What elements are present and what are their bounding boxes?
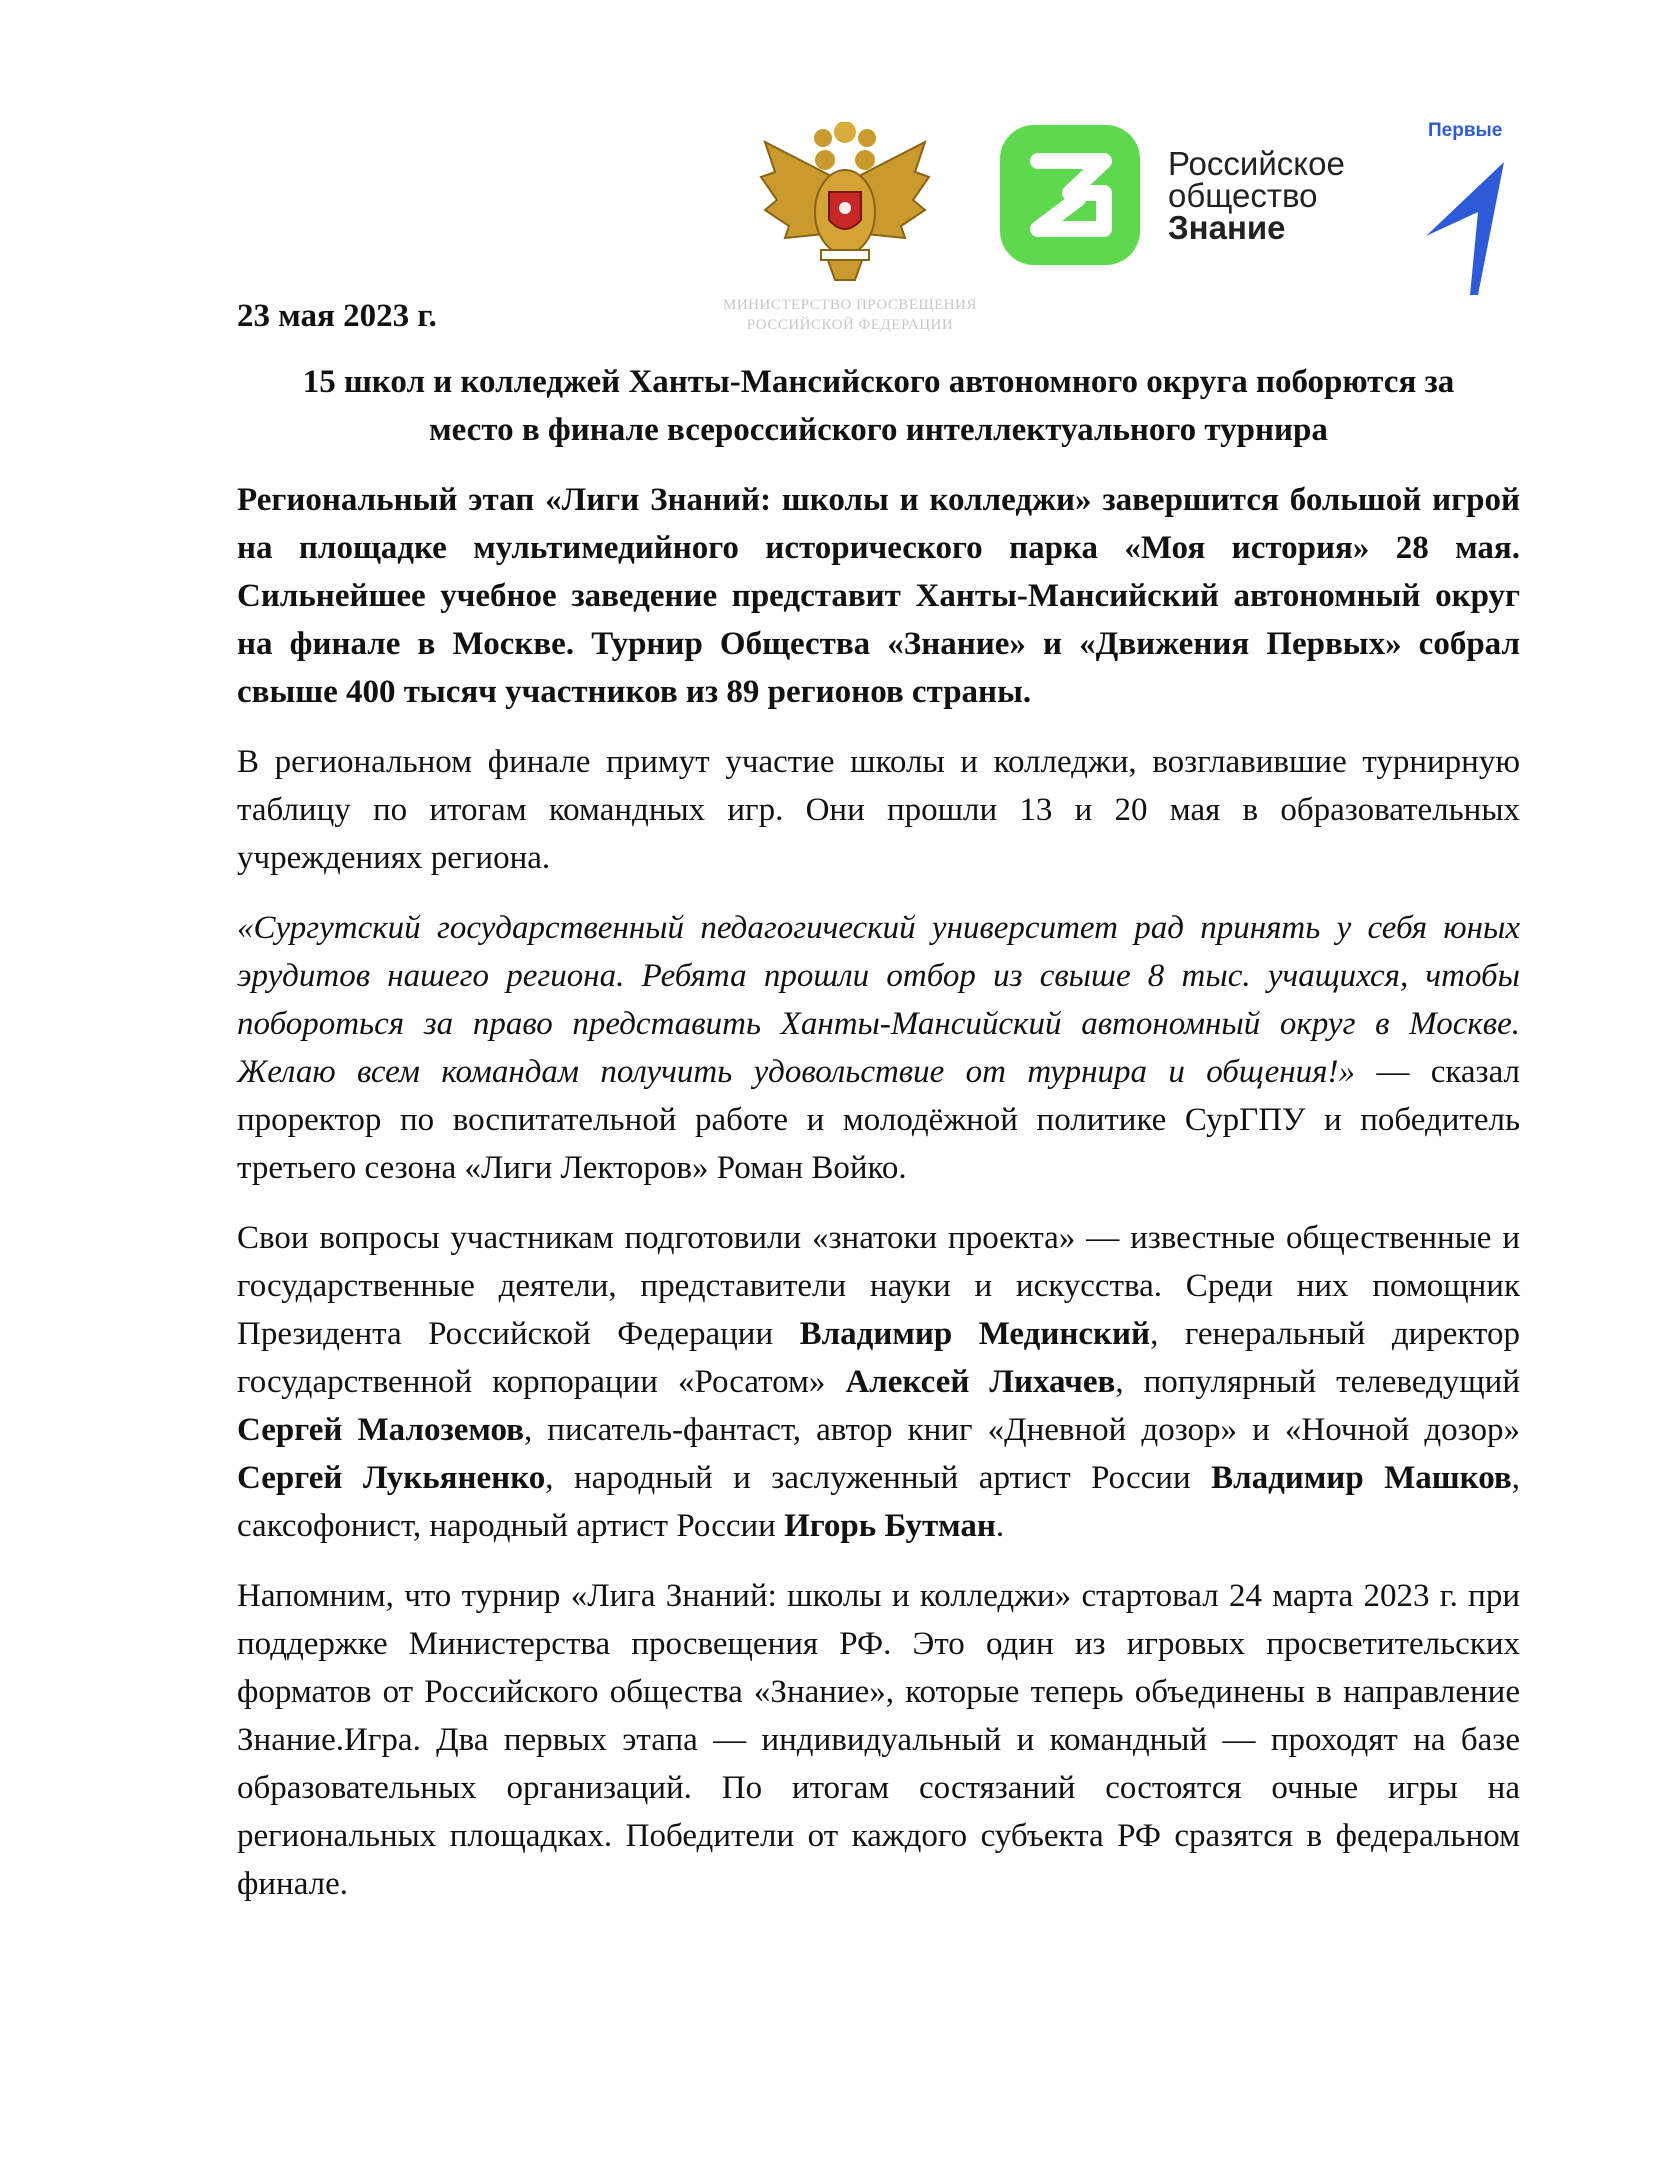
pervye-logo-icon [1420,120,1510,295]
paragraph-3 [237,1214,1520,1550]
release-date: 23 мая 2023 г. [237,298,437,334]
paragraph-1: В региональном финале примут участие школы и колледжи, возглавившие турнирную таблицу по итогам командных игр. Они прошли 13 и 20 мая в образовательных учреждениях региона. [237,744,1520,876]
quote-text: «Сургутский государственный педагогический университет рад принять у себя юных эрудитов нашего региона. Ребята прошли отбор из свыше 8 тыс. учащихся, чтобы побороться за право представить Ханты-Мансийский автономный округ в Москве. Желаю всем командам получить удовольствие от турнира и общения!» [237,910,1520,1090]
lead-paragraph: Региональный этап «Лиги Знаний: школы и колледжи» завершится большой игрой на площадке мультимедийного исторического парка «Моя история» 28 мая. Сильнейшее учебное заведение представит Ханты-Мансийский автономный округ на финале в Москве. Турнир Общества «Знание» и «Движения Первых» собрал свыше 400 тысяч участников из 89 регионов страны. [237,482,1520,710]
znanie-wordmark [1168,145,1378,246]
znanie-wordmark-line-1: Российское [1168,145,1345,182]
quote-attribution: — сказал проректор по воспитательной работе и молодёжной политике СурГПУ и победитель третьего сезона «Лиги Лекторов» Роман Войко. [237,1054,1520,1186]
person-name: Сергей Лукьяненко [237,1460,546,1496]
pervye-label: Первые [1428,120,1503,141]
person-name: Владимир Мединский [799,1316,1151,1352]
p3-text-4: , писатель-фантаст, автор книг «Дневной дозор» и «Ночной дозор» [523,1412,1520,1448]
p3-text-5: , народный и заслуженный артист России [545,1460,1212,1496]
paragraph-2 [237,904,1520,1192]
p3-text-3: , популярный телеведущий [1115,1364,1520,1400]
release-title: 15 школ и колледжей Ханты-Мансийского автономного округа поборются за место в финале всероссийского интеллектуального турнира [302,364,1455,448]
person-name: Сергей Малоземов [237,1412,524,1448]
paragraph-4: Напомним, что турнир «Лига Знаний: школы и колледжи» стартовал 24 марта 2023 г. при поддержке Министерства просвещения РФ. Это один из игровых просветительских форматов от Российского общества «Знание», которые теперь объединены в направление Знание.Игра. Два первых этапа — индивидуальный и командный — проходят на базе образовательных организаций. По итогам состязаний состоятся очные игры на региональных площадках. Победители от каждого субъекта РФ сразятся в федеральном финале. [237,1578,1520,1902]
znanie-wordmark-line-3: Знание [1168,209,1286,246]
p3-text-6: , саксофонист, народный артист России [237,1460,1520,1544]
ministry-caption-line-1: МИНИСТЕРСТВО ПРОСВЕЩЕНИЯ [723,297,977,313]
person-name: Игорь Бутман [784,1508,996,1544]
person-name: Владимир Машков [1211,1460,1512,1496]
p3-text-1: Свои вопросы участникам подготовили «знатоки проекта» — известные общественные и государственные деятели, представители науки и искусства. Среди них помощник Президента Российской Федерации [237,1220,1520,1352]
p3-text-7: . [995,1508,1005,1544]
ministry-emblem-icon [755,122,935,292]
p3-text-2: , генеральный директор государственной корпорации «Росатом» [237,1316,1520,1400]
press-release [237,296,1520,1930]
znanie-logo-icon [1000,125,1140,265]
znanie-wordmark-line-2: общество [1168,177,1318,214]
person-name: Алексей Лихачев [845,1364,1116,1400]
ministry-caption-line-2: РОССИЙСКОЙ ФЕДЕРАЦИИ [746,317,954,333]
